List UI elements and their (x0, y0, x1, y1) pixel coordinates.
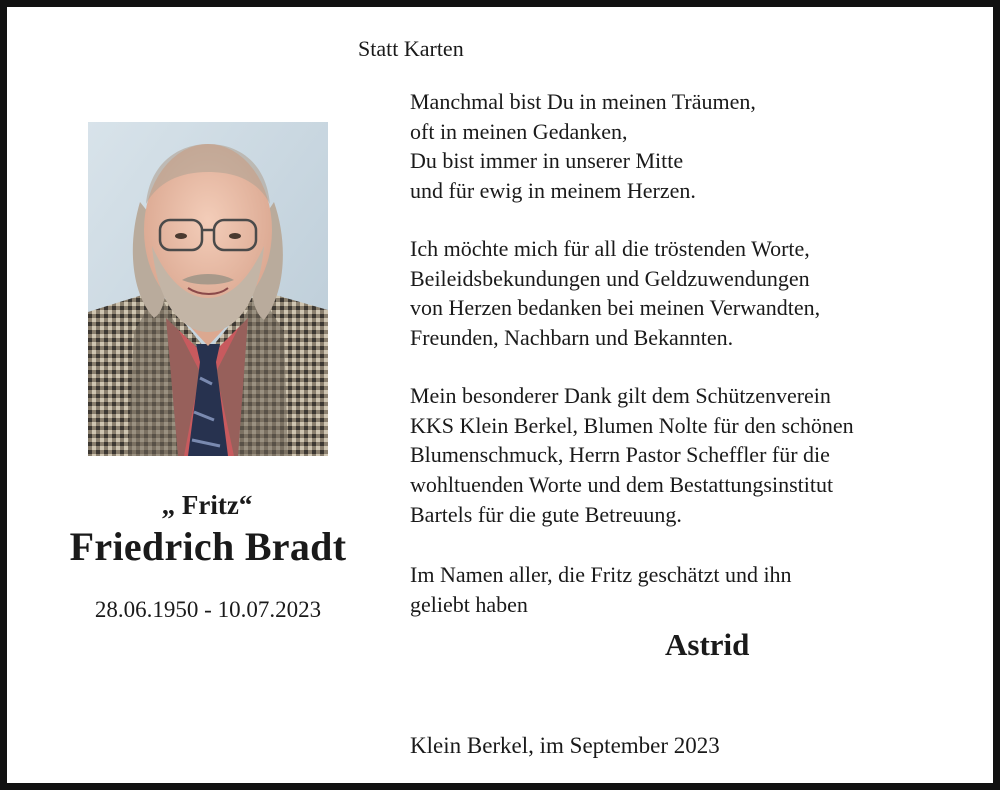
thanks-line: Freunden, Nachbarn und Bekannten. (410, 325, 734, 351)
thanks-line: von Herzen bedanken bei meinen Verwandten, (410, 295, 821, 321)
closing-line: Im Namen aller, die Fritz geschätzt und ihn (410, 562, 792, 587)
poem-line: oft in meinen Gedanken, (410, 118, 628, 144)
header-statt-karten: Statt Karten (358, 36, 464, 61)
life-dates: 28.06.1950 - 10.07.2023 (94, 597, 322, 622)
special-thanks-paragraph (410, 381, 950, 530)
thanks-line: Ich möchte mich für all die tröstenden Worte, (410, 236, 810, 261)
special-thanks-line: Mein besonderer Dank gilt dem Schützenverein (410, 383, 831, 408)
thanks-line: Beileidsbekundungen und Geldzuwendungen (410, 265, 810, 291)
poem-line: Du bist immer in unserer Mitte (410, 148, 684, 174)
special-thanks-line: Bartels für die gute Betreuung. (410, 501, 682, 527)
poem-paragraph (410, 87, 950, 206)
closing-line: geliebt haben (410, 591, 528, 617)
signature: Astrid (665, 627, 750, 662)
poem-line: Manchmal bist Du in meinen Träumen, (410, 89, 756, 114)
thanks-paragraph (410, 234, 950, 353)
special-thanks-line: KKS Klein Berkel, Blumen Nolte für den schönen (410, 412, 854, 438)
poem-line: und für ewig in meinem Herzen. (410, 178, 696, 204)
portrait-photo (88, 122, 328, 456)
nickname: „ Fritz“ (161, 490, 253, 520)
place-date: Klein Berkel, im September 2023 (410, 733, 720, 758)
closing-paragraph (410, 560, 950, 619)
special-thanks-line: Blumenschmuck, Herrn Pastor Scheffler für die (410, 442, 830, 468)
special-thanks-line: wohltuenden Worte und dem Bestattungsinstitut (410, 472, 834, 498)
deceased-name: Friedrich Bradt (69, 524, 347, 569)
